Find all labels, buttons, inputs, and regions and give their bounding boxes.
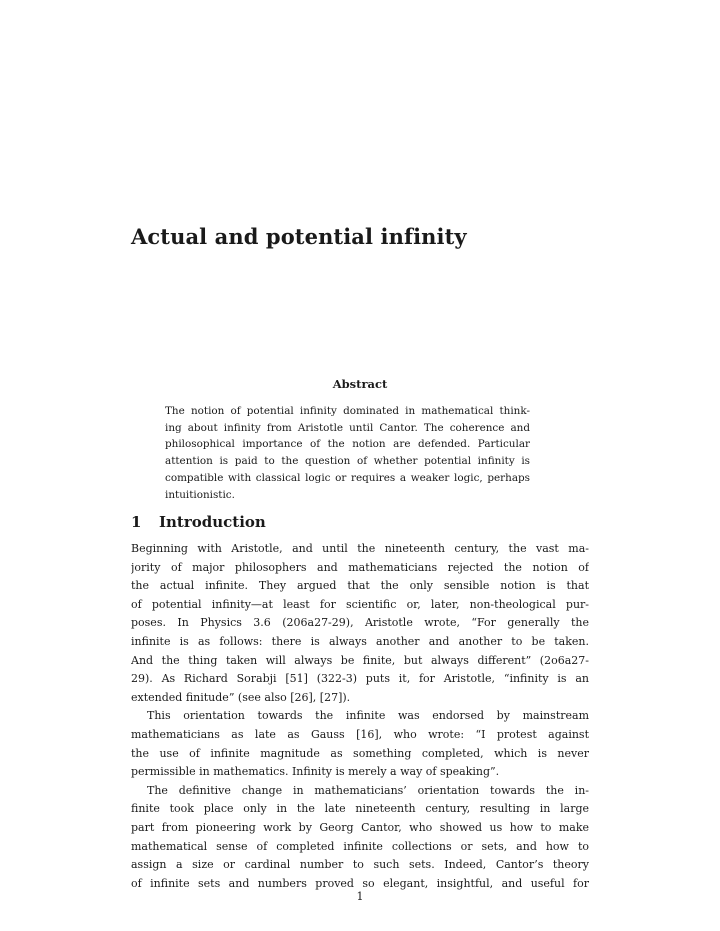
abstract-body [165, 403, 530, 503]
abstract-line: compatible with classical logic or requires a weaker logic, perhaps [165, 471, 530, 484]
abstract-line: philosophical importance of the notion are defended. Particular [165, 438, 530, 451]
body-line: infinite is as follows: there is always another and another to be taken. [131, 634, 589, 648]
section-number: 1 [131, 513, 142, 531]
body-line: of infinite sets and numbers proved so elegant, insightful, and useful for [131, 876, 589, 890]
body-line: poses. In Physics 3.6 (206a27-29), Aristotle wrote, “For generally the [131, 616, 589, 630]
body-line: permissible in mathematics. Infinity is merely a way of speaking”. [131, 765, 500, 779]
body-text [131, 540, 589, 893]
abstract-line: attention is paid to the question of whether potential infinity is [165, 455, 530, 468]
abstract-line: The notion of potential infinity dominated in mathematical think- [165, 405, 530, 417]
body-line: 29). As Richard Sorabji [51] (322-3) puts it, for Aristotle, “infinity is an [131, 672, 589, 686]
section-heading [131, 513, 266, 531]
body-line: mathematical sense of completed infinite collections or sets, and how to [131, 839, 589, 853]
section-title: Introduction [159, 513, 266, 531]
paper-title: Actual and potential infinity [131, 224, 467, 249]
body-line: And the thing taken will always be finite, but always different” (2o6a27- [131, 653, 589, 667]
body-line: This orientation towards the infinite was endorsed by mainstream [147, 709, 589, 723]
abstract-line: ing about infinity from Aristotle until Cantor. The coherence and [165, 421, 530, 434]
body-line: of potential infinity—at least for scientific or, later, non-theological pur- [131, 597, 589, 611]
body-line: jority of major philosophers and mathematicians rejected the notion of [131, 560, 589, 574]
body-line: finite took place only in the late nineteenth century, resulting in large [131, 802, 589, 816]
page-number: 1 [356, 890, 364, 903]
body-line: extended finitude” (see also [26], [27]). [131, 690, 351, 704]
body-line: assign a size or cardinal number to such sets. Indeed, Cantor’s theory [131, 858, 589, 872]
abstract-line: intuitionistic. [165, 488, 235, 501]
abstract-heading: Abstract [332, 377, 388, 391]
body-line: mathematicians as late as Gauss [16], who wrote: “I protest against [131, 727, 589, 741]
body-line: the use of infinite magnitude as something completed, which is never [131, 746, 589, 760]
body-line: part from pioneering work by Georg Cantor, who showed us how to make [131, 820, 589, 834]
body-line: the actual infinite. They argued that the only sensible notion is that [131, 579, 589, 593]
body-line: The definitive change in mathematicians’ orientation towards the in- [147, 783, 589, 797]
body-line: Beginning with Aristotle, and until the nineteenth century, the vast ma- [131, 542, 589, 555]
